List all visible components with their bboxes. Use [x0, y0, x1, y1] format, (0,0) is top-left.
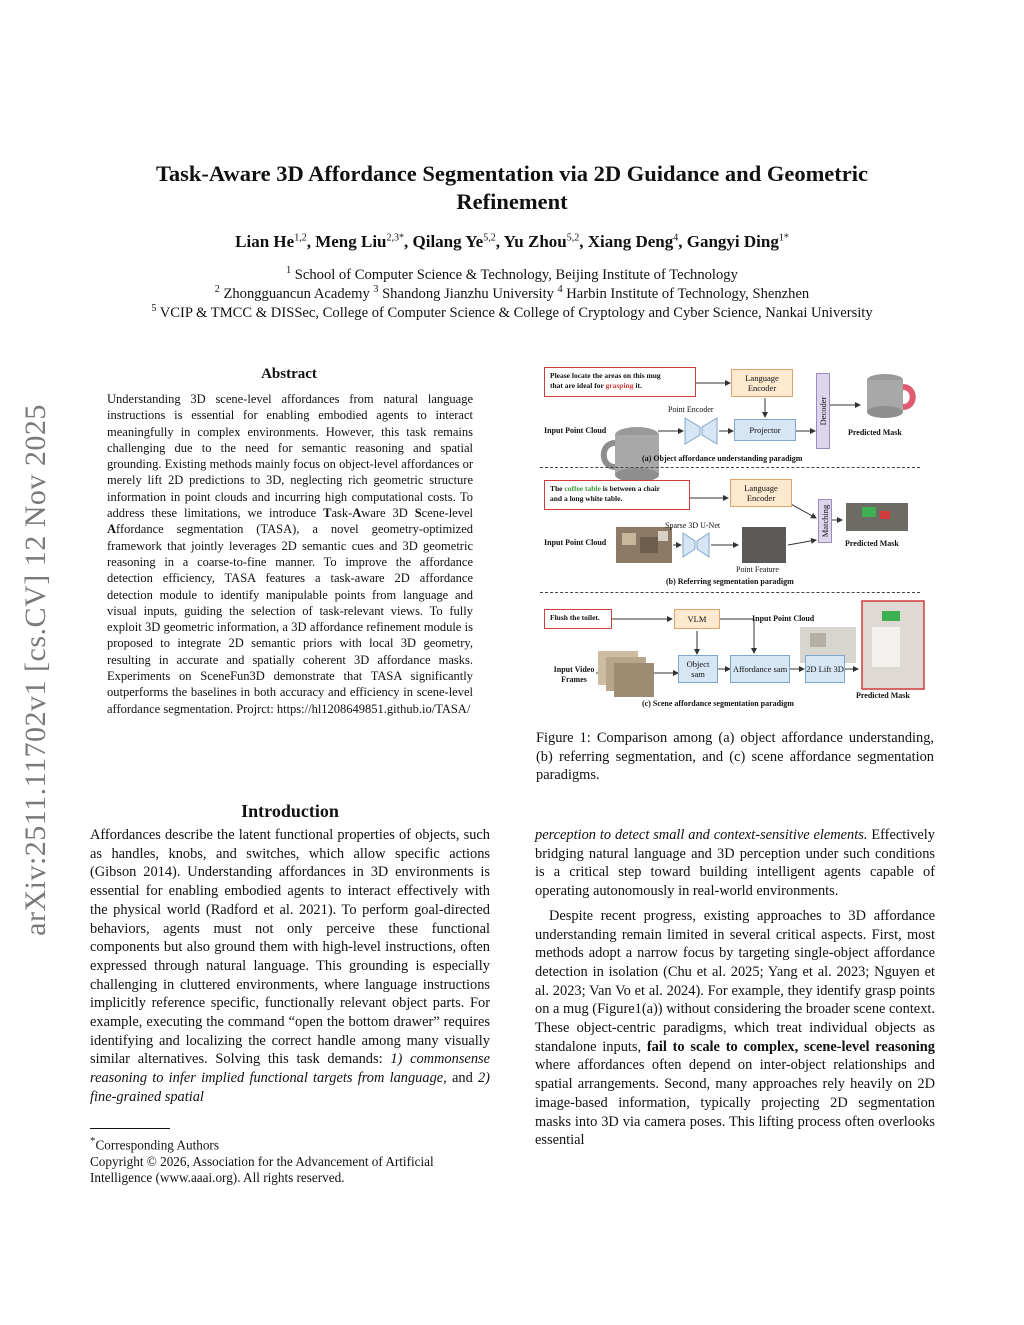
subcaption-a: (a) Object affordance understanding paradigm — [642, 454, 803, 463]
input-point-cloud-label-a: Input Point Cloud — [544, 426, 607, 435]
author: Xiang Deng$^4$, — [587, 232, 687, 251]
affordance-sam-box: Affordance sam — [730, 655, 790, 683]
decoder-box: Decoder — [816, 373, 830, 449]
predicted-mask-scene-image — [846, 503, 908, 531]
subcaption-b: (b) Referring segmentation paradigm — [666, 577, 794, 586]
title-line-2: Refinement — [456, 189, 568, 214]
referring-scene-image — [616, 527, 672, 563]
arxiv-identifier — [6, 360, 66, 980]
footnote-corresponding: *Corresponding Authors — [90, 1135, 219, 1153]
figure-caption: Figure 1: Comparison among (a) object affordance understanding, (b) referring segmentation, and (c) scene affordance segmentation paradigms. — [536, 730, 934, 784]
section-divider — [540, 467, 920, 468]
paper-title — [120, 160, 904, 216]
predicted-mask-label-b: Predicted Mask — [845, 539, 899, 548]
affiliation-line-3: $^5$ VCIP & TMCC & DISSec, College of Computer Science & College of Cryptology and Cyber Science, Nankai University — [151, 303, 873, 321]
prompt-box-a: Please locate the areas on this mug that are ideal for grasping it. — [544, 367, 696, 397]
input-video-frames-image — [598, 651, 654, 697]
title-line-1: Task-Aware 3D Affordance Segmentation via 2D Guidance and Geometric — [155, 161, 869, 186]
lift-2d-3d-box: 2D Lift 3D — [805, 655, 845, 683]
object-sam-box: Object sam — [678, 655, 718, 683]
affiliation-line-2: $^2$ Zhongguancun Academy $^3$ Shandong Jianzhu University $^4$ Harbin Institute of Technology, Shenzhen — [214, 284, 810, 302]
subcaption-c: (c) Scene affordance segmentation paradigm — [642, 699, 794, 708]
sparse-unet-label: Sparse 3D U-Net — [665, 521, 721, 530]
predicted-mask-toilet-image — [862, 601, 924, 689]
paragraph: perception to detect small and context-sensitive elements. Effectively bridging natural language and 3D perception under such conditions is a critical step toward building intelligent agents capable of operating autonomously in real-world environments. — [535, 827, 935, 900]
author: Qilang Ye$^{5,2}$, — [412, 232, 504, 251]
paragraph: Despite recent progress, existing approaches to 3D affordance understanding remain limited in several critical aspects. First, most methods adopt a narrow focus by targeting single-object affordance detection in isolation (Chu et al. 2025; Yang et al. 2023; Nguyen et al. 2023; Van Vo et al. 2024). For example, they identify grasp points on a mug (Figure1(a)) without considering the broader scene context. These object-centric paradigms, which treat individual objects as standalone inputs, fail to scale to complex, scene-level reasoning where affordances often depend on inter-object relationships and spatial arrangements. Second, many approaches rely heavily on 2D image-based information, typically projecting 2D segmentation masks into 3D via camera poses. This lifting process often overlooks essential — [535, 907, 935, 1149]
predicted-mask-mug-image — [867, 374, 913, 418]
introduction-right-column — [535, 826, 935, 1150]
author: Meng Liu$^{2,3*}$, — [315, 232, 413, 251]
figure-1 — [540, 355, 930, 715]
footnote-rule — [90, 1128, 170, 1129]
affiliation-line-1: $^1$ School of Computer Science & Technology, Beijing Institute of Technology — [286, 265, 738, 283]
author: Lian He$^{1,2}$, — [235, 232, 316, 251]
prompt-box-c: Flush the toilet. — [544, 609, 612, 629]
abstract-heading: Abstract — [261, 366, 317, 382]
language-encoder-box-b: Language Encoder — [730, 479, 792, 507]
point-feature-label: Point Feature — [736, 565, 779, 574]
footnote — [90, 1128, 490, 1186]
input-video-frames-label: Input Video Frames — [553, 665, 595, 684]
introduction-left-column — [90, 826, 490, 1107]
author: Yu Zhou$^{5,2}$, — [503, 232, 588, 251]
prompt-box-b: The coffee table is between a chair and a long white table. — [544, 480, 690, 510]
point-encoder-label: Point Encoder — [668, 405, 714, 414]
point-encoder-shape — [685, 418, 700, 444]
arxiv-id-text: arXiv:2511.11702v1 [cs.CV] 12 Nov 2025 — [19, 404, 53, 936]
input-point-cloud-label-b: Input Point Cloud — [544, 538, 607, 547]
matching-box: Matching — [818, 499, 832, 543]
author-list — [100, 232, 924, 252]
section-divider — [540, 592, 920, 593]
input-point-cloud-label-c: Input Point Cloud — [752, 614, 815, 623]
vlm-box: VLM — [674, 609, 720, 629]
predicted-mask-label-c: Predicted Mask — [856, 691, 910, 700]
abstract-text: Understanding 3D scene-level affordances from natural language instructions is essential for enabling embodied agents to interact meaningfully in complex environments. However, this task remains challenging due to the need for semantic reasoning and spatial grounding. Existing methods mainly focus on object-level affordances or merely lift 2D predictions to 3D, neglecting rich geometric structure information in point clouds and incurring high computational costs. To address these limitations, we introduce Task-Aware 3D Scene-level Affordance segmentation (TASA), a novel geometry-optimized framework that jointly leverages 2D semantic cues and 3D geometric reasoning in a coarse-to-fine manner. To improve the affordance detection efficiency, TASA features a task-aware 2D affordance detection module to identify manipulable points from language and visual inputs, guiding the selection of task-relevant views. To fully exploit 3D geometric information, a 3D affordance refinement module is proposed to integrate 2D semantic priors with local 3D geometry, resulting in accurate and spatially coherent 3D affordance masks. Experiments on SceneFun3D demonstrate that TASA significantly outperforms the baselines in both accuracy and efficiency in scene-level affordance segmentation. Projrct: https://hl1208649851.github.io/TASA/ — [107, 392, 473, 716]
predicted-mask-label-a: Predicted Mask — [848, 428, 902, 437]
language-encoder-box-a: Language Encoder — [731, 369, 793, 397]
author: Gangyi Ding$^{1*}$ — [686, 232, 789, 251]
introduction-heading: Introduction — [241, 801, 339, 821]
point-feature-block — [742, 527, 786, 563]
projector-box: Projector — [734, 419, 796, 441]
copyright-notice: Copyright © 2026, Association for the Advancement of Artificial Intelligence (www.aaai.org). All rights reserved. — [90, 1153, 434, 1185]
paragraph: Affordances describe the latent functional properties of objects, such as handles, knobs, and switches, which allow specific actions (Gibson 2014). Understanding affordances in 3D environments is essential for enabling embodied agents to interact effectively with the physical world (Radford et al. 2021). To perform goal-directed behaviors, agents must not only perceive these functional components but also ground them with high-level instructions, often expressed through natural language. This grounding is especially challenging in cluttered environments, where language instructions implicitly reference specific, functionally relevant object parts. For example, executing the command “open the bottom drawer” requires identifying and localizing the correct handle among many visually similar alternatives. Solving this task demands: 1) commonsense reasoning to infer implied functional targets from language, and 2) fine-grained spatial — [90, 827, 490, 1105]
